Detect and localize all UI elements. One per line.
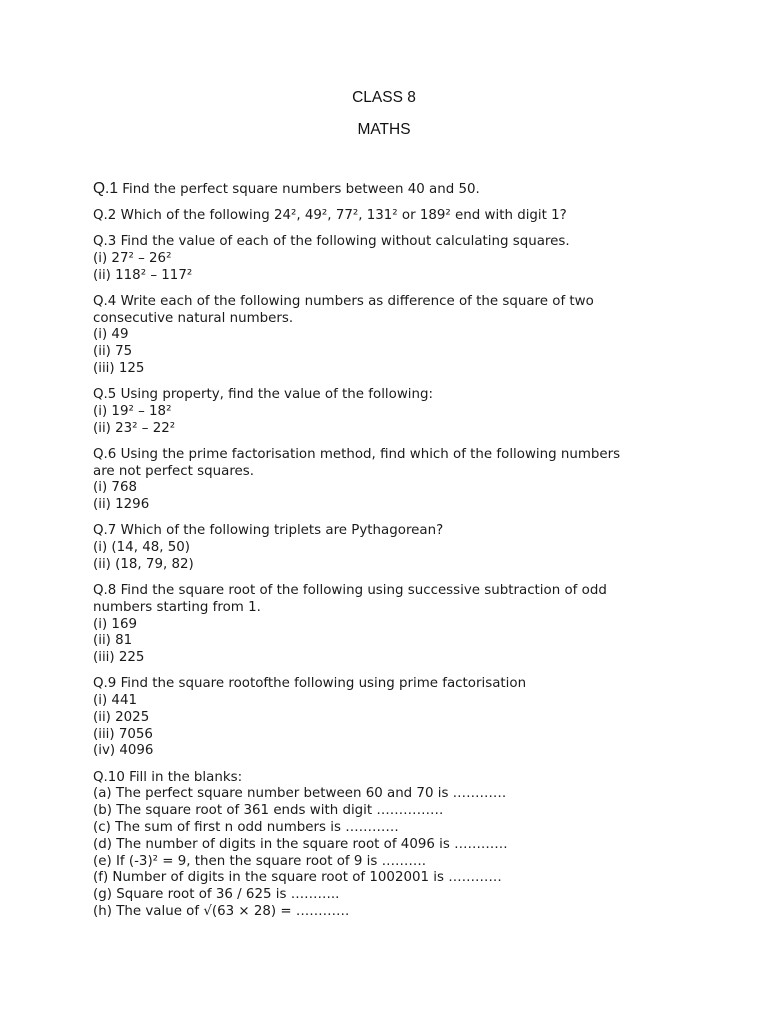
question-part: (iv) 4096 [93,743,154,759]
question-part: (i) 49 [93,327,129,343]
question-part: (ii) 2025 [93,709,150,725]
question-text [93,181,673,199]
question-part: (f) Number of digits in the square root of 1002001 is ………… [93,870,502,886]
question-text: Q.2 Which of the following 24², 49², 77², 131² or 189² end with digit 1? [93,208,567,224]
subject-heading: MATHS [357,121,411,138]
question-text: Q.5 Using property, find the value of the following: [93,387,433,403]
question-part: (i) 27² – 26² [93,250,172,266]
question-6 [93,447,673,514]
question-part: (e) If (-3)² = 9, then the square root of 9 is ………. [93,853,427,869]
question-3 [93,234,673,284]
question-part: (a) The perfect square number between 60 and 70 is ………… [93,786,507,802]
question-9 [93,676,673,760]
question-part: (g) Square root of 36 / 625 is ……….. [93,887,340,903]
question-part: numbers starting from 1. [93,599,261,615]
question-1 [93,181,673,199]
question-part: (ii) 23² – 22² [93,420,176,436]
question-part: (iii) 225 [93,650,145,666]
question-part: are not perfect squares. [93,463,255,479]
question-text: Q.7 Which of the following triplets are Pythagorean? [93,523,444,539]
question-part: (ii) (18, 79, 82) [93,556,194,572]
question-5 [93,387,673,437]
question-text: Q.4 Write each of the following numbers as difference of the square of two [93,293,594,309]
question-text: Q.9 Find the square rootofthe following using prime factorisation [93,676,527,692]
question-part: (iii) 125 [93,361,145,377]
class-heading: CLASS 8 [352,89,416,106]
question-part: (i) 768 [93,480,137,496]
question-body: Find the perfect square numbers between 40 and 50. [117,182,480,197]
question-number: Q.1 [93,180,118,197]
question-part: (ii) 1296 [93,497,150,513]
question-4 [93,294,673,378]
question-7 [93,523,673,573]
question-part: (b) The square root of 361 ends with digit …………… [93,803,444,819]
question-part: (i) 441 [93,693,137,709]
question-text: Q.6 Using the prime factorisation method, find which of the following numbers [93,446,621,462]
question-part: (i) 169 [93,616,137,632]
question-part: consecutive natural numbers. [93,310,294,326]
question-list [93,181,673,930]
question-part: (d) The number of digits in the square root of 4096 is ………… [93,836,508,852]
question-part: (i) 19² – 18² [93,403,172,419]
question-8 [93,583,673,667]
question-text: Q.8 Find the square root of the following using successive subtraction of odd [93,583,607,599]
question-text: Q.3 Find the value of each of the following without calculating squares. [93,234,570,250]
question-part: (iii) 7056 [93,726,153,742]
question-text: Q.10 Fill in the blanks: [93,769,243,785]
question-part: (c) The sum of first n odd numbers is ………… [93,819,399,835]
question-part: (h) The value of √(63 × 28) = ………… [93,903,350,919]
question-10 [93,770,673,921]
question-part: (i) (14, 48, 50) [93,540,191,556]
question-part: (ii) 81 [93,633,133,649]
question-2 [93,208,673,225]
question-part: (ii) 118² – 117² [93,267,193,283]
question-part: (ii) 75 [93,344,133,360]
